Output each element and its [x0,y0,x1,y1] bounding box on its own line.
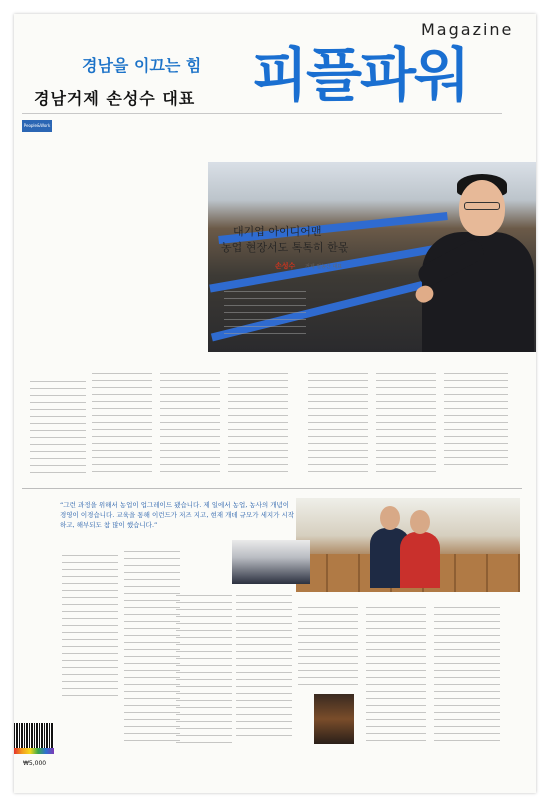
magazine-label: Magazine [421,20,514,39]
text-column [366,604,426,744]
publisher-logo: People&Work [22,120,52,132]
headline-title: 피플파워 [252,41,469,109]
product-photo [314,694,354,744]
header-rule [22,113,502,114]
text-column [376,370,436,474]
lead-line-2: 농업 현장서도 톡톡히 한몫 [221,241,349,254]
barcode-color-strip [14,748,54,754]
headline-subtitle: 경남을 이끄는 힘 [82,56,202,75]
text-column [434,604,500,744]
portrait-person [404,172,534,352]
text-column [30,378,86,474]
facility-photo [232,540,310,584]
profile-title: 거제 필농산 대표 [305,264,342,270]
spread-divider [22,488,522,489]
text-column [228,370,288,474]
text-column [236,592,292,742]
cover-price: ₩5,000 [23,760,47,767]
text-column [298,604,358,690]
profile-name: 손성수 [275,262,296,270]
text-column [308,370,368,474]
text-column [444,370,508,470]
text-column [92,370,152,474]
pull-quote: “그런 과정을 위해서 농업이 업그레이드 됐습니다. 제 일에서 농업, 농사의 개념이 경영이 이경습니다. 교육을 통해 이런드가 저즈 지고, 현재 개데 규모가 세지가 시작하고, 해부되도 참 많이 했습니다.” [60,501,295,529]
intro-paragraph [224,288,306,340]
text-column [176,592,232,744]
text-column [160,370,220,474]
couple-photo [296,498,520,592]
text-column [62,552,118,702]
headline-person: 경남거제 손성수 대표 [34,89,196,108]
lead-line-1: 대기업 아이디어맨 [233,225,322,238]
text-column [124,548,180,744]
